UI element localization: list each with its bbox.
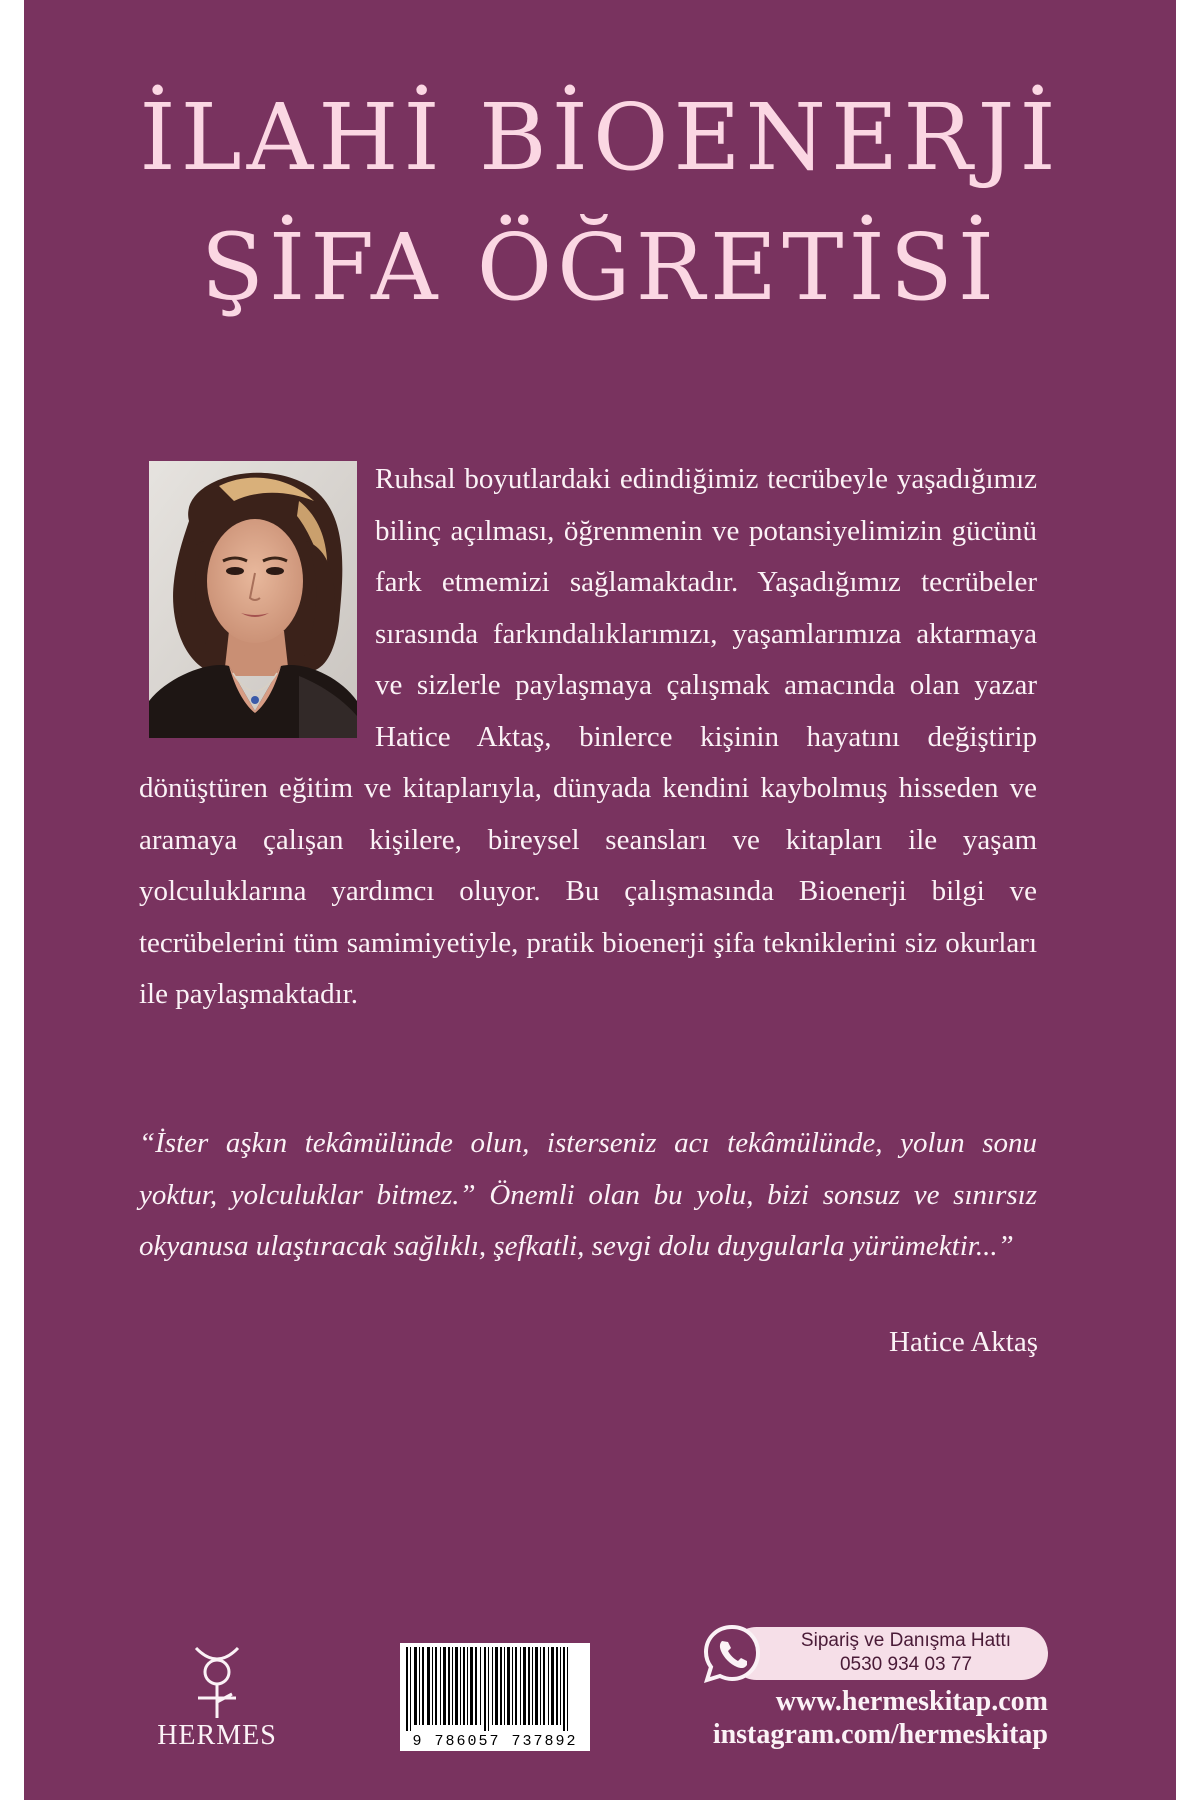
book-title-line1: İLAHİ BİOENERJİ [139,84,1061,191]
book-description [139,454,1037,1021]
hotline-label: Sipariş ve Danışma Hattı [800,1630,1012,1651]
author-quote: “İster aşkın tekâmülünde olun, isterseniz acı tekâmülünde, yolun sonu yoktur, yolculuklar bitmez.” Önemli olan bu yolu, bizi sonsuz ve sınırsız okyanusa ulaştıracak sağlıklı, şefkatli, sevgi dolu duygularla yürümektir...” [139,1127,1037,1262]
description-text: Ruhsal boyutlardaki edindiğimiz tecrübeyle yaşadığımız bilinç açılması, öğrenmenin ve potansiyelimizin gücünü fark etmemizi sağlamaktadır. Yaşadığımız tecrübeler sırasında farkındalıklarımızı, yaşamlarımıza aktarmaya ve sizlerle paylaşmaya çalışmak amacında olan yazar Hatice Aktaş, binlerce kişinin hayatını değiştirip dönüştüren eğitim ve kitaplarıyla, dünyada kendini kaybolmuş hisseden ve aramaya çalışan kişilere, bireysel seansları ve kitapları ile yaşam yolculuklarına yardımcı oluyor. Bu çalışmasında Bioenerji bilgi ve tecrübelerini tüm samimiyetiyle, pratik bioenerji şifa tekniklerini siz okurları ile paylaşmaktadır. [139,463,1037,1010]
publisher-name: HERMES [157,1720,277,1751]
hotline-number: 0530 934 03 77 [839,1654,973,1675]
book-title-line2: ŞİFA ÖĞRETİSİ [200,214,1000,321]
whatsapp-icon [700,1622,764,1686]
isbn-number: 9 786057 737892 [400,1733,590,1751]
order-hotline-pill [730,1627,1048,1680]
isbn-barcode [400,1643,590,1751]
publisher-instagram[interactable]: instagram.com/hermeskitap [712,1719,1048,1750]
publisher-website[interactable]: www.hermeskitap.com [775,1686,1048,1717]
author-signature: Hatice Aktaş [889,1326,1038,1358]
